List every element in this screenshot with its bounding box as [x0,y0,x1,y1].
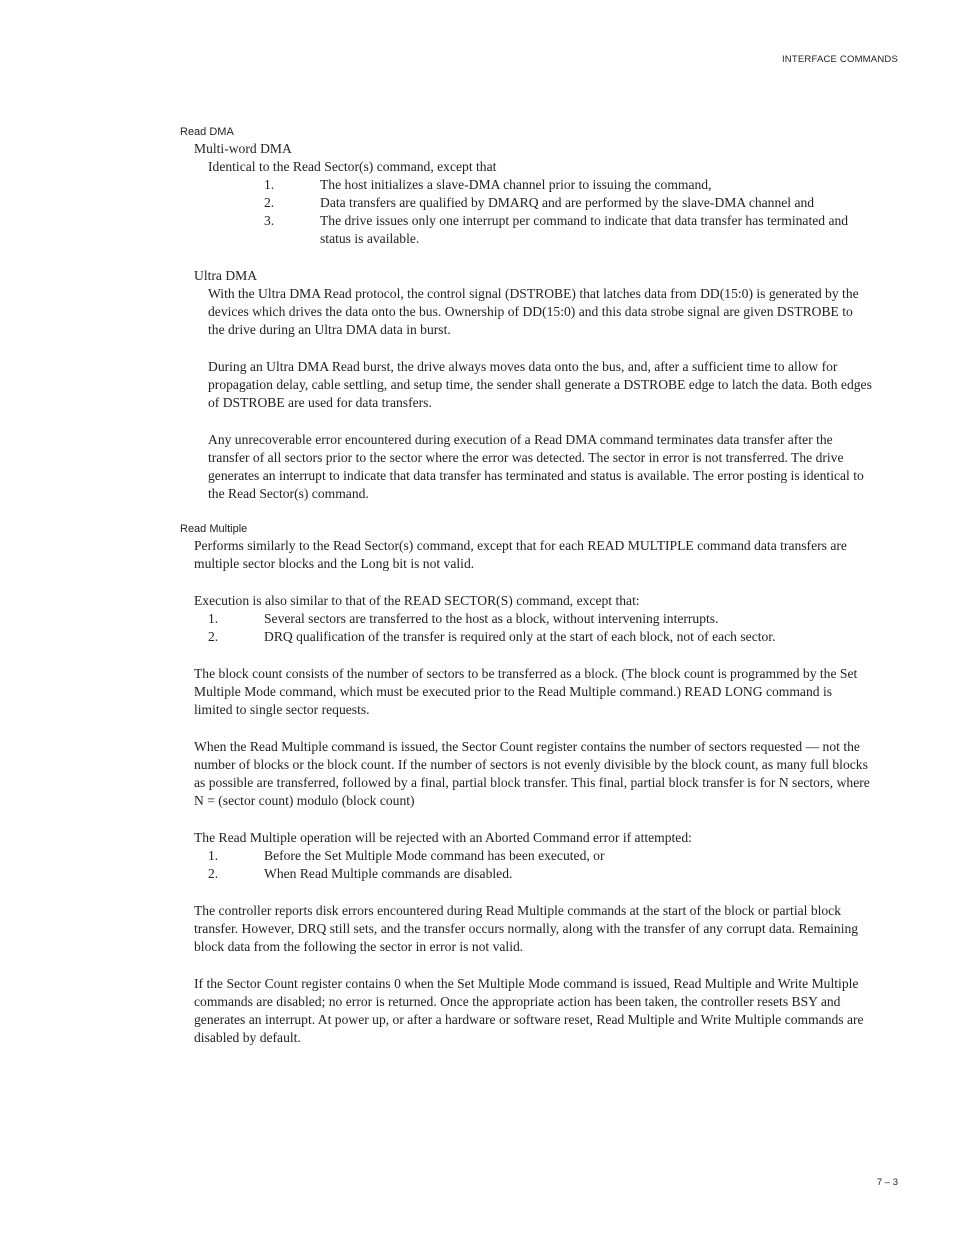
list-number: 1. [208,611,219,626]
rejection-list [208,847,954,883]
list-item [208,865,954,883]
page-content [0,124,954,1047]
section-title-read-multiple: Read Multiple [180,523,248,535]
list-text: When Read Multiple commands are disabled. [264,866,513,881]
subheading-multiword-dma: Multi-word DMA [194,141,292,156]
list-number: 1. [264,177,275,192]
list-item [208,628,954,646]
page-number: 7 – 3 [876,1177,898,1188]
execution-list [208,610,954,646]
list-item [264,194,954,212]
list-text: DRQ qualification of the transfer is required only at the start of each block, not of each sector. [264,629,776,644]
list-number: 1. [208,848,219,863]
paragraph: When the Read Multiple command is issued, the Sector Count register contains the number of sectors requested — not the number of blocks or the block count. If the number of sectors is not evenly divisible by the block count, as many full blocks as possible are transferred, followed by a final, partial block transfer. This final, partial block transfer is for N sectors, where N = (sector count) modulo (block count) [194,739,870,808]
list-text: Before the Set Multiple Mode command has been executed, or [264,848,605,863]
paragraph: Any unrecoverable error encountered during execution of a Read DMA command terminates data transfer after the transfer of all sectors prior to the sector where the error was detected. The sector in error is not transferred. The drive generates an interrupt to indicate that data transfer has terminated and status is available. The error posting is identical to the Read Sector(s) command. [208,432,864,501]
paragraph: With the Ultra DMA Read protocol, the control signal (DSTROBE) that latches data from DD(15:0) is generated by the devices which drives the data onto the bus. Ownership of DD(15:0) and this data strobe signal are given DSTROBE to the drive during an Ultra DMA data in burst. [208,286,859,337]
paragraph: The Read Multiple operation will be rejected with an Aborted Command error if attempted: [194,830,692,845]
paragraph: During an Ultra DMA Read burst, the drive always moves data onto the bus, and, after a sufficient time to allow for propagation delay, cable settling, and setup time, the sender shall generate a DSTROBE edge to latch the data. Both edges of DSTROBE are used for data transfers. [208,359,872,410]
paragraph: Execution is also similar to that of the READ SECTOR(S) command, except that: [194,593,640,608]
list-item [208,610,954,628]
subheading-ultra-dma: Ultra DMA [194,268,258,283]
multiword-intro: Identical to the Read Sector(s) command, except that [208,159,497,174]
paragraph: The controller reports disk errors encountered during Read Multiple commands at the start of the block or partial block transfer. However, DRQ still sets, and the transfer occurs normally, along with the transfer of any corrupt data. Remaining block data from the following the sector in error is not valid. [194,903,859,954]
section-title-read-dma: Read DMA [180,126,234,138]
multiword-list [264,176,954,248]
list-number: 2. [208,629,219,644]
list-item [264,212,954,248]
list-number: 2. [264,195,275,210]
list-text: Several sectors are transferred to the host as a block, without intervening interrupts. [264,611,719,626]
list-item [208,847,954,865]
running-header: INTERFACE COMMANDS [781,54,898,65]
list-item [264,176,954,194]
list-text: The host initializes a slave-DMA channel prior to issuing the command, [320,177,712,192]
paragraph: If the Sector Count register contains 0 when the Set Multiple Mode command is issued, Read Multiple and Write Multiple commands are disabled; no error is returned. Once the appropriate action has been taken, the controller resets BSY and generates an interrupt. At power up, or after a hardware or software reset, Read Multiple and Write Multiple commands are disabled by default. [194,976,864,1045]
list-number: 2. [208,866,219,881]
list-text: Data transfers are qualified by DMARQ and are performed by the slave-DMA channel and [320,195,815,210]
paragraph: The block count consists of the number of sectors to be transferred as a block. (The block count is programmed by the Set Multiple Mode command, which must be executed prior to the Read Multiple command.) READ LONG command is limited to single sector requests. [194,666,858,717]
paragraph: Performs similarly to the Read Sector(s) command, except that for each READ MULTIPLE command data transfers are multiple sector blocks and the Long bit is not valid. [194,538,847,571]
list-number: 3. [264,213,275,228]
list-text: The drive issues only one interrupt per command to indicate that data transfer has terminated and status is available. [320,213,849,246]
